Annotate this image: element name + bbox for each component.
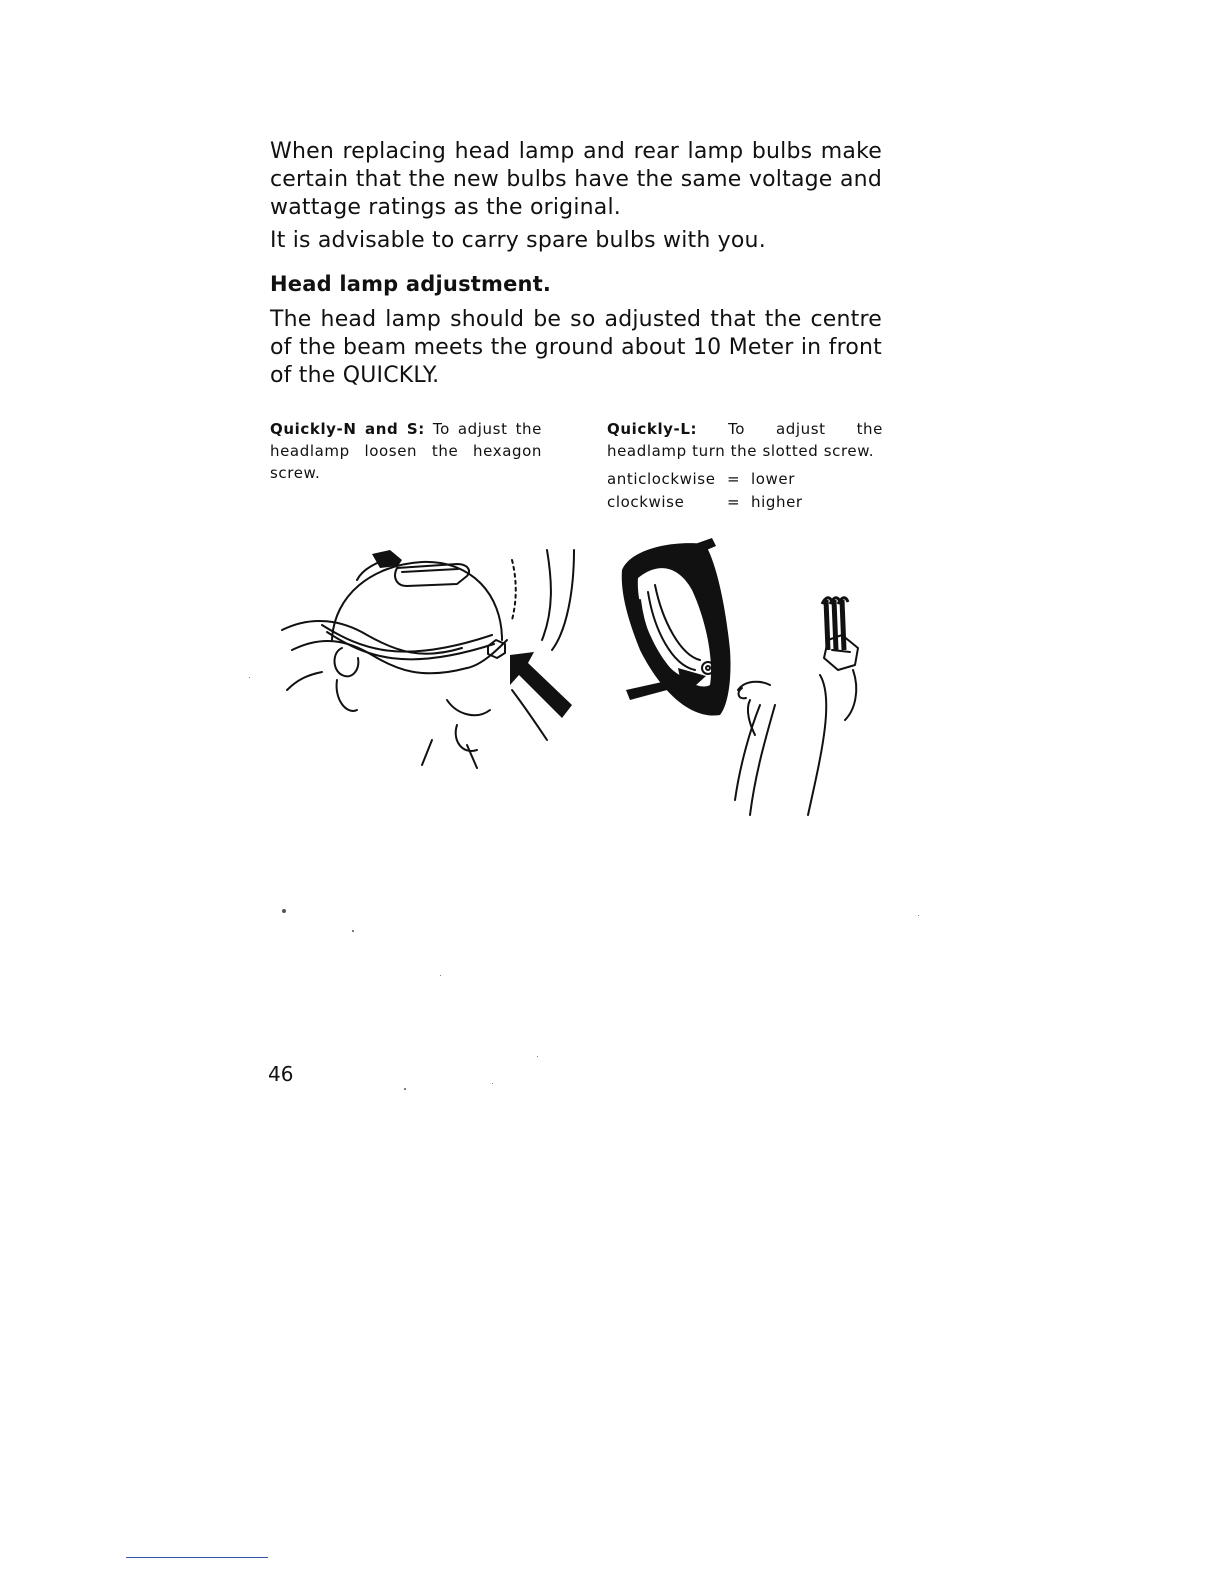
direction-clockwise: clockwise [607, 493, 685, 511]
equals-sign: = [727, 470, 741, 488]
caption-quickly-n-s [270, 418, 542, 484]
scan-speck [537, 1056, 538, 1057]
scan-speck [282, 909, 286, 913]
result-lower: lower [751, 470, 796, 488]
adjustment-paragraph: The head lamp should be so adjusted that the centre of the beam meets the ground about 10 Meter in front of the QUICKLY. [270, 307, 882, 388]
caption-left-label: Quickly-N and S: [270, 420, 425, 438]
result-higher: higher [751, 493, 803, 511]
caption-right-label: Quickly-L: [607, 420, 698, 438]
scan-speck [404, 1088, 406, 1090]
equals-sign: = [727, 493, 741, 511]
spare-bulbs-paragraph: It is advisable to carry spare bulbs with you. [270, 228, 766, 253]
slotted-screw-headlamp-drawing [610, 530, 880, 820]
section-heading: Head lamp adjustment. [270, 272, 552, 296]
direction-anticlockwise: anticlockwise [607, 470, 716, 488]
scan-speck [352, 930, 354, 932]
footer-rule [126, 1557, 268, 1558]
scan-speck [440, 975, 441, 976]
bulb-replacement-paragraph: When replacing head lamp and rear lamp bulbs make certain that the new bulbs have the same voltage and wattage ratings as the original. [270, 139, 882, 220]
direction-row-lower [607, 468, 803, 491]
scan-speck [918, 915, 919, 916]
caption-right-text: To adjust the headlamp turn the slotted screw. [607, 420, 883, 460]
page-number: 46 [268, 1062, 294, 1086]
scan-speck [492, 1083, 493, 1084]
caption-quickly-l [607, 418, 883, 462]
scan-speck [249, 677, 250, 678]
hexagon-screw-headlamp-drawing [262, 540, 582, 770]
caption-left-text: To adjust the headlamp loosen the hexagon screw. [270, 420, 542, 482]
direction-row-higher [607, 491, 803, 514]
adjustment-direction-table [607, 468, 803, 514]
